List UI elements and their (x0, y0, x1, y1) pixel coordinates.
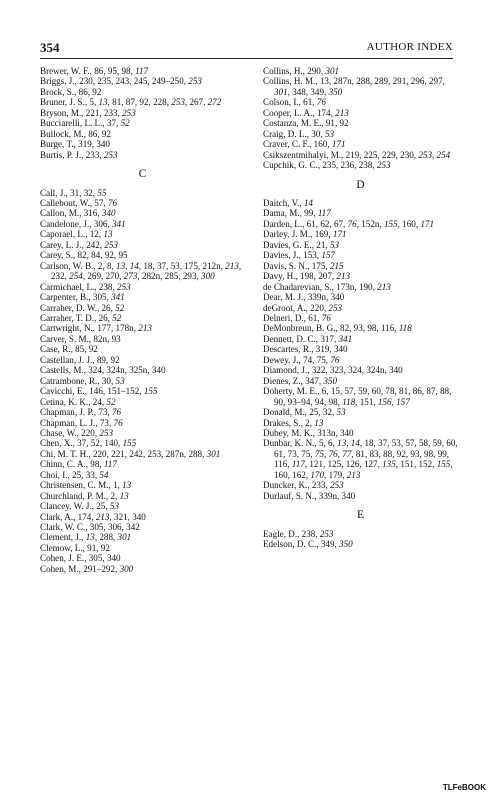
index-entry: Donald, M., 25, 32, 53 (263, 407, 346, 418)
index-entry: Call, J., 31, 32, 55 (40, 187, 107, 198)
index-entry: Chinn, C. A., 98, 117 (40, 459, 117, 470)
index-entry: Davy, H., 198, 207, 213 (263, 271, 351, 282)
index-entry: Christensen, C. M., 1, 13 (40, 480, 132, 491)
page-number: 354 (40, 40, 60, 55)
index-entry: Cohen, M., 291–292, 300 (40, 563, 134, 574)
index-entry: Clemow, L., 91, 92 (40, 542, 110, 553)
index-entry: Dewey, J., 74, 75, 76 (263, 354, 340, 365)
index-entry: Choi, I., 25, 33, 54 (40, 469, 109, 480)
index-entry: Descartes, R., 319, 340 (263, 344, 348, 355)
index-entry: Clancey, W. J., 25, 53 (40, 501, 119, 512)
index-entry: Darden, L., 61, 62, 67, 76, 152n, 155, 160, 171 (263, 218, 434, 229)
index-entry: Burtis, P. J., 233, 253 (40, 149, 118, 160)
index-entry: de Chadarevian, S., 173n, 190, 213 (263, 281, 391, 292)
index-entry: Craig, D. L., 30, 53 (263, 128, 334, 139)
index-entry: Edelson, D. C., 349, 350 (263, 539, 353, 550)
running-head: AUTHOR INDEX (366, 41, 453, 53)
index-entry: Callebout, W., 57, 76 (40, 197, 118, 208)
watermark: TLFeBOOK (442, 783, 486, 792)
index-entry: Drakes, S., 2, 13 (263, 417, 324, 428)
index-entry: Davis, S. N., 175, 215 (263, 260, 344, 271)
index-entry: Doherty, M. E., 6, 15, 57, 59, 60, 78, 81, 86, 87, 88, 90, 93–94, 94, 98, 118, 151, 156, 157 (263, 386, 452, 407)
index-entry: Carraher, D. W., 26, 52 (40, 302, 125, 313)
page-header (40, 40, 453, 58)
index-entry: Craver, C. F., 160, 171 (263, 139, 346, 150)
index-entry: Cetina, K. K., 24, 52 (40, 396, 116, 407)
index-entry: Delneri, D., 61, 76 (263, 312, 331, 323)
index-entry: Caporael, L., 12, 13 (40, 229, 113, 240)
index-entry: Carver, S. M., 82n, 93 (40, 333, 121, 344)
index-entry: Catrambone, R., 30, 53 (40, 375, 125, 386)
index-entry: Cohen, J. E., 305, 340 (40, 553, 121, 564)
index-entry: Churchland, P. M., 2, 13 (40, 490, 129, 501)
index-entry: Dienes, Z., 347, 350 (263, 375, 338, 386)
index-entry: Burge, T., 319, 340 (40, 139, 110, 150)
index-entry: Dubey, M. K., 313n, 340 (263, 427, 354, 438)
index-entry: Dunbar, K. N., 5, 6, 13, 14, 18, 37, 53, 57, 58, 59, 60, 61, 73, 75, 75, 76, 77, 81, 83, 88, 92, 93, 98, 99, 116, 117, 121, 125, 126, 127, 135, 151, 152, 155, 160, 162, 170, 179, 213 (263, 438, 458, 480)
index-entry: Cartwright, N., 177, 178n, 213 (40, 323, 152, 334)
index-entry: Candelone, J., 306, 341 (40, 218, 126, 229)
index-entry: Colson, I., 61, 76 (263, 97, 326, 108)
header-rule (40, 58, 453, 59)
index-entry: deGroot, A., 220, 253 (263, 302, 343, 313)
index-entry: Clement, J., 13, 288, 301 (40, 532, 132, 543)
section-letter: E (356, 509, 365, 522)
index-entry: Case, R., 85, 92 (40, 344, 98, 355)
index-entry: Dama, M., 99, 117 (263, 208, 331, 219)
index-entry: Diamond, J., 322, 323, 324, 324n, 340 (263, 365, 403, 376)
index-entry: Dennett, D. C., 317, 341 (263, 333, 353, 344)
index-entry: Chapman, J. P., 73, 76 (40, 407, 122, 418)
index-entry: Clark, W. C., 305, 306, 342 (40, 522, 140, 533)
index-entry: Bruner, J. S., 5, 13, 81, 87, 92, 228, 253, 267, 272 (40, 97, 222, 108)
index-entry: Briggs, J., 230, 235, 243, 245, 249–250, 253 (40, 76, 202, 87)
index-entry: Cupchik, G. C., 235, 236, 238, 253 (263, 160, 391, 171)
index-entry: Davies, J., 153, 157 (263, 250, 335, 261)
section-letter: D (356, 178, 365, 191)
index-entry: Chapman, L. J., 73, 76 (40, 417, 123, 428)
index-entry: Chen, X., 37, 52, 140, 155 (40, 438, 137, 449)
index-entry: Dear, M. J., 339n, 340 (263, 292, 345, 303)
index-entry: Brock, S., 86, 92 (40, 86, 102, 97)
index-entry: DeMonbreun, B. G., 82, 93, 98, 116, 118 (263, 323, 412, 334)
index-entry: Bryson, M., 221, 233, 253 (40, 107, 136, 118)
index-entry: Collins, H. M., 13, 287n, 288, 289, 291, 296, 297, 301, 348, 349, 350 (263, 76, 445, 97)
index-entry: Bullock, M., 86, 92 (40, 128, 111, 139)
index-entry: Brewer, W. F., 86, 95, 98, 117 (40, 66, 149, 76)
index-entry: Clark, A., 174, 213, 321, 340 (40, 511, 146, 522)
index-entry: Durlauf, S. N., 339n, 340 (263, 490, 356, 501)
index-entry: Csikszentmihalyi, M., 219, 225, 229, 230, 253, 254 (263, 149, 451, 160)
index-column-right (263, 66, 458, 549)
index-entry: Collins, H., 290, 301 (263, 66, 340, 76)
index-entry: Carraher, T. D., 26, 52 (40, 312, 122, 323)
index-entry: Carpenter, B., 305, 341 (40, 292, 125, 303)
index-entry: Costanza, M. E., 91, 92 (263, 118, 349, 129)
index-column-left (40, 66, 245, 574)
index-entry: Daitch, V., 14 (263, 197, 313, 208)
index-entry: Davies, G. E., 21, 53 (263, 239, 340, 250)
index-entry: Cooper, L. A., 174, 213 (263, 107, 349, 118)
index-entry: Chase, W., 220, 253 (40, 427, 114, 438)
index-entry: Eagle, D., 238, 253 (263, 528, 334, 539)
index-entry: Chi, M. T. H., 220, 221, 242, 253, 287n, 288, 301 (40, 448, 221, 459)
index-entry: Duncker, K., 233, 253 (263, 480, 344, 491)
index-entry: Callon, M., 316, 340 (40, 208, 116, 219)
index-entry: Carey, L. J., 242, 253 (40, 239, 118, 250)
index-entry: Carmichael, L., 238, 253 (40, 281, 131, 292)
section-letter: C (138, 168, 147, 181)
index-entry: Carlson, W. B., 2, 8, 13, 14, 18, 37, 53, 175, 212n, 213, 232, 254, 269, 270, 273, 282n, 285, 293, 300 (40, 260, 242, 282)
index-entry: Darley, J. M., 169, 171 (263, 229, 347, 240)
index-entry: Cavicchi, E., 146, 151–152, 155 (40, 386, 158, 397)
index-entry: Bucciarelli, L. L., 37, 52 (40, 118, 130, 129)
index-entry: Castellan, J. J., 89, 92 (40, 354, 120, 365)
index-entry: Castells, M., 324, 324n, 325n, 340 (40, 365, 166, 376)
index-entry: Carey, S., 82, 84, 92, 95 (40, 250, 128, 261)
